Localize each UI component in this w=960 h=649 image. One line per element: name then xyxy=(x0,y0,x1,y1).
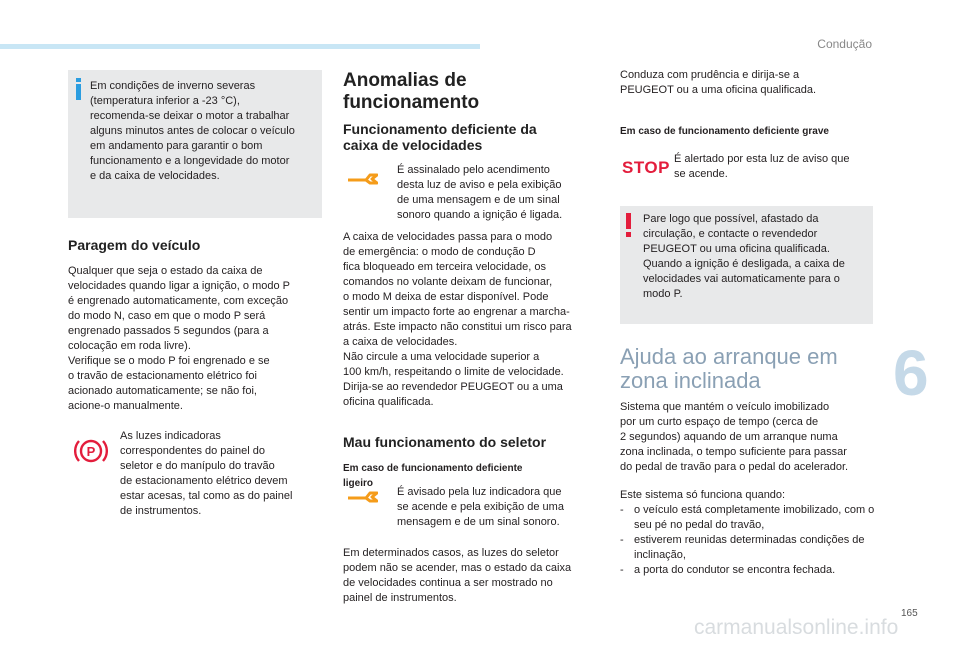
selector-text: Em determinados casos, as luzes do seletor podem não se acender, mas o estado da caixa de velocidades continua a ser mostrado no painel de instrumentos. xyxy=(343,547,572,604)
hill-start-text: Sistema que mantém o veículo imobilizado por um curto espaço de tempo (cerca de 2 segundos) aquando de um arranque numa zona inclinada, o tempo suficiente para passar do pedal de travão para o pedal do acelerador. xyxy=(620,401,849,473)
conditions-intro: Este sistema só funciona quando: xyxy=(620,489,786,501)
warning-exclamation-icon xyxy=(626,213,631,237)
anomalies-title: Anomalias de funcionamento xyxy=(343,70,480,113)
header-bar xyxy=(0,44,480,49)
chapter-number: 6 xyxy=(893,337,929,409)
conditions-list xyxy=(620,503,878,578)
page-number: 165 xyxy=(901,608,918,619)
stop-icon: STOP xyxy=(622,158,670,177)
intro-text: Conduza com prudência e dirija-se a PEUGEOT ou a uma oficina qualificada. xyxy=(620,69,817,96)
gearbox-icon-text: É assinalado pelo acendimento desta luz de aviso e pela exibição de uma mensagem e de um sinal sonoro quando a ignição é ligada. xyxy=(397,164,563,221)
conditions xyxy=(620,488,878,578)
stop-text: É alertado por esta luz de aviso que se acende. xyxy=(674,153,850,180)
minor-icon-text: É avisado pela luz indicadora que se acende e pela exibição de uma mensagem e de um sinal sonoro. xyxy=(397,486,564,528)
hill-start-title: Ajuda ao arranque em zona inclinada xyxy=(620,344,838,393)
wrench-icon xyxy=(346,489,378,505)
parking-icon-text: As luzes indicadoras correspondentes do painel do seletor e do manípulo do travão de estacionamento elétrico devem estar acesas, tal como as do painel de instrumentos. xyxy=(120,430,293,517)
gearbox-fault-title: Funcionamento deficiente da caixa de velocidades xyxy=(343,121,537,153)
parking-title: Paragem do veículo xyxy=(68,237,201,253)
parking-text: Qualquer que seja o estado da caixa de velocidades quando ligar a ignição, o modo P é engrenado automaticamente, com exceção do modo N, caso em que o modo P será engrenado passados 5 segundos (para a colocação em roda livre). Verifique se o modo P foi engrenado e se o travão de estacionamento elétrico foi acionado automaticamente; se não foi, acione-o manualmente. xyxy=(68,265,290,412)
wrench-icon xyxy=(346,171,378,187)
warning-text: Pare logo que possível, afastado da circulação, e contacte o revendedor PEUGEOT ou uma oficina qualificada. Quando a ignição é desligada, a caixa de velocidades vai automaticamente para o modo P. xyxy=(643,213,845,300)
info-icon xyxy=(76,78,81,100)
footer-watermark: carmanualsonline.info xyxy=(694,616,899,639)
parking-brake-icon xyxy=(74,436,108,466)
section-title: Condução xyxy=(817,37,872,51)
serious-fault-heading: Em caso de funcionamento deficiente grave xyxy=(620,126,829,137)
selector-fault-title: Mau funcionamento do seletor xyxy=(343,434,547,450)
list-item: - estiverem reunidas determinadas condições de inclinação, xyxy=(620,533,878,563)
list-item: - a porta do condutor se encontra fechada. xyxy=(620,563,878,578)
list-item: - o veículo está completamente imobilizado, com o seu pé no pedal do travão, xyxy=(620,503,878,533)
parking-icon-letter: P xyxy=(86,444,96,459)
info-text: Em condições de inverno severas (temperatura inferior a -23 °C), recomenda-se deixar o motor a trabalhar alguns minutos antes de colocar o veículo em andamento para garantir o bom funcionamento e a longevidade do motor e da caixa de velocidades. xyxy=(90,80,295,182)
gearbox-text: A caixa de velocidades passa para o modo de emergência: o modo de condução D fica bloqueado em terceira velocidade, os comandos no volante deixam de funcionar, o modo M deixa de estar disponível. Pode sentir um impacto forte ao engrenar a marcha- atrás. Este impacto não constitui um risco para a caixa de velocidades. Não circule a uma velocidade superior a 100 km/h, respeitando o limite de velocidade. Dirija-se ao revendedor PEUGEOT ou a uma oficina qualificada. xyxy=(343,231,572,408)
minor-fault-heading: Em caso de funcionamento deficiente ligeiro xyxy=(343,463,523,489)
